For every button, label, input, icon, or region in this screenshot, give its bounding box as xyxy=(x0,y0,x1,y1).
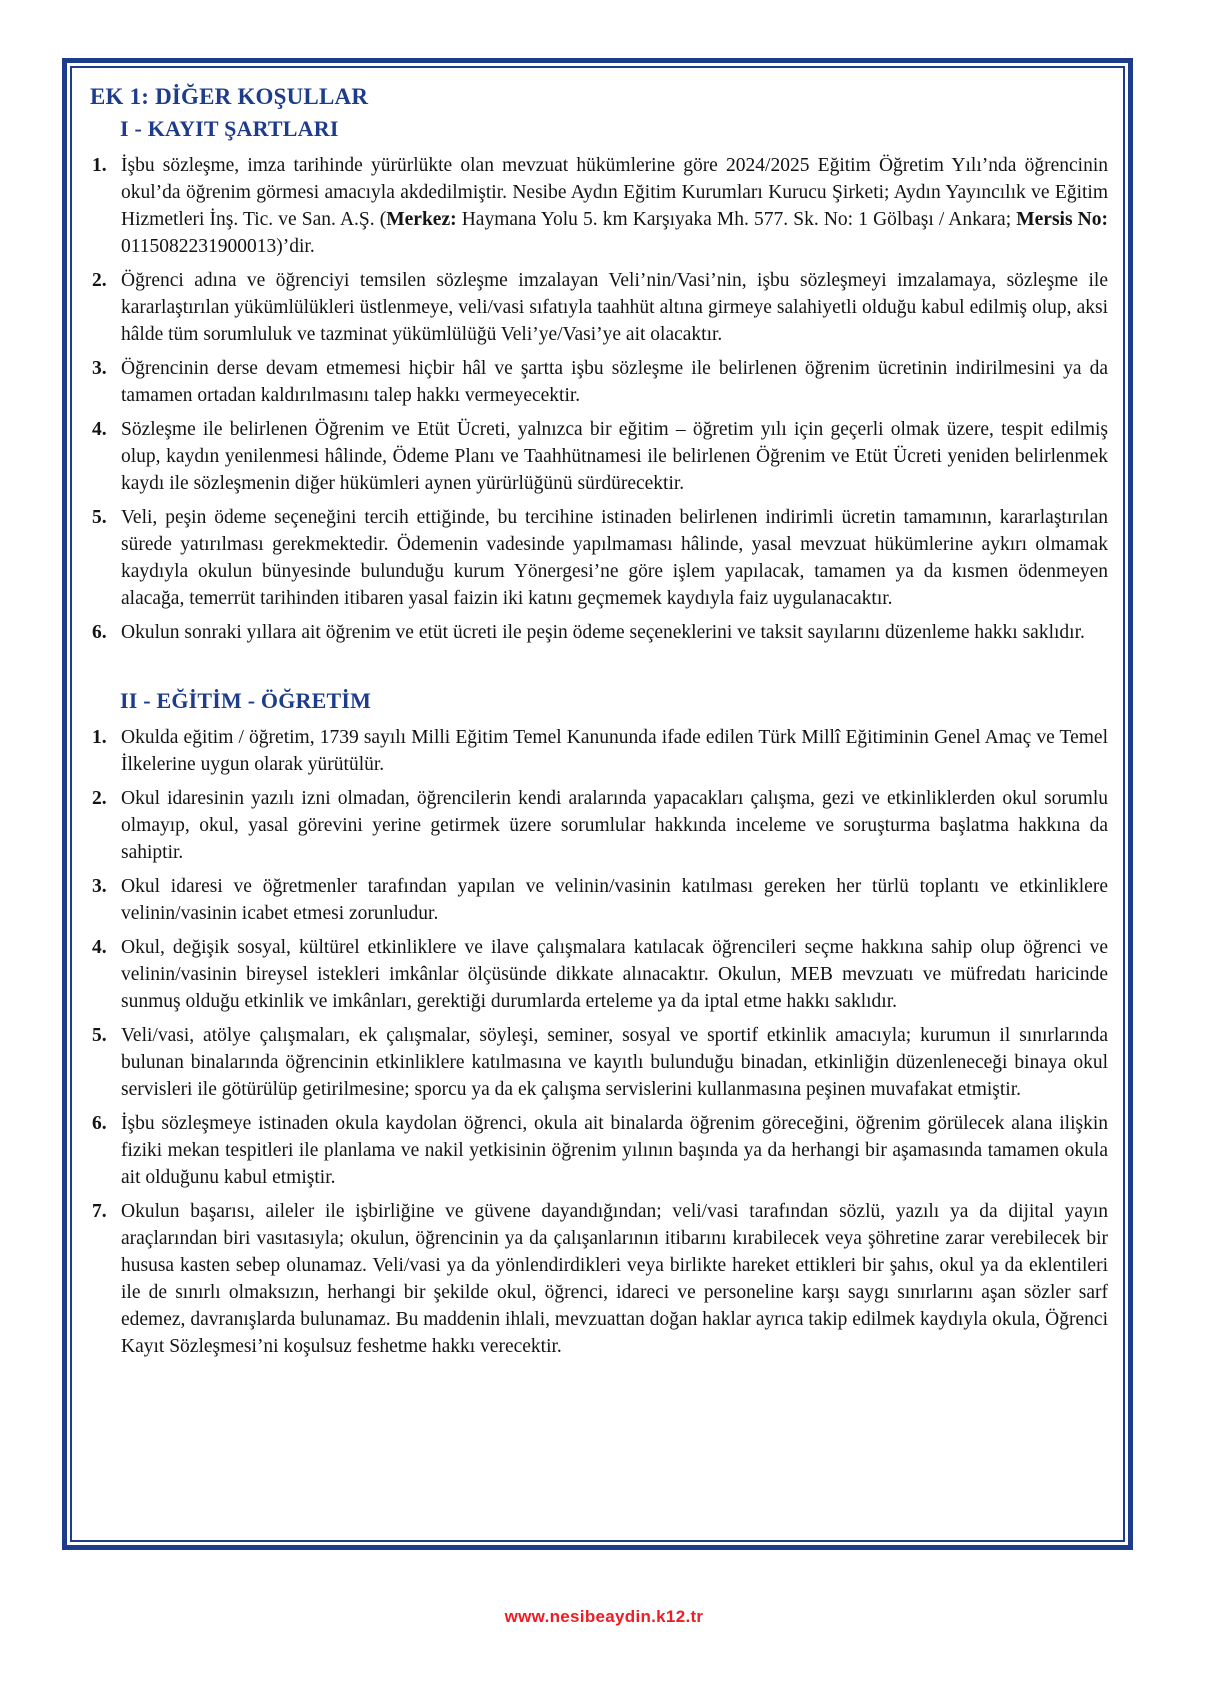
item-number: 2. xyxy=(92,788,107,809)
item-number: 2. xyxy=(92,270,107,291)
item-text: Okulun başarısı, aileler ile işbirliğine ve güvene dayandığından; veli/vasi tarafından sözlü, yazılı ya da dijital yayın araçlarından biri vasıtasıyla; okulun, öğrencinin ya da çalışanlarının itibarını kırabilecek veya şöhretine zarar verebilecek bir hususa kasten sebep olunamaz. Veli/vasi ya da yönlendirdikleri veya birlikte hareket ettikleri bir şahıs, okul ya da eklentileri ile de sınırlı olmaksızın, herhangi bir şekilde okul, öğrenci, idareci ve personeline karşı saygı sınırlarını aşan sözler sarf edemez, davranışlarda bulunamaz. Bu maddenin ihlali, mevzuattan doğan haklar ayrıca takip edilmek kaydıyla okula, Öğrenci Kayıt Sözleşmesi’ni koşulsuz feshetme hakkı verecektir. xyxy=(121,1201,1108,1357)
list-item xyxy=(90,1022,1108,1103)
item-text: İşbu sözleşmeye istinaden okula kaydolan öğrenci, okula ait binalarda öğrenim göreceğini, öğrenim görülecek alana ilişkin fiziki mekan tespitleri ile planlama ve nakil yetkisinin öğrenim yılının başında ya da herhangi bir aşamasında tamamen okula ait olduğunu kabul etmiştir. xyxy=(121,1113,1108,1188)
section-heading: II - EĞİTİM - ÖĞRETİM xyxy=(120,688,372,713)
item-number: 6. xyxy=(92,1113,107,1134)
list-item xyxy=(90,1198,1108,1360)
item-list xyxy=(90,152,1108,646)
item-text: Veli/vasi, atölye çalışmaları, ek çalışmalar, söyleşi, seminer, sosyal ve sportif etkinlik amacıyla; kurumun il sınırlarında bulunan binalarında öğrencinin etkinliklere katılmasına ve kayıtlı bulunduğu binadan, etkinliğin düzenleneceği binaya okul servisleri ile götürülüp getirilmesine; sporcu ya da ek çalışma servislerini kullanmasına peşinen muvafakat etmiştir. xyxy=(121,1025,1108,1100)
list-item xyxy=(90,267,1108,348)
item-number: 6. xyxy=(92,622,107,643)
list-item xyxy=(90,152,1108,260)
document-frame xyxy=(62,58,1133,1550)
item-number: 3. xyxy=(92,876,107,897)
item-text: Sözleşme ile belirlenen Öğrenim ve Etüt Ücreti, yalnızca bir eğitim – öğretim yılı için geçerli olmak üzere, tespit edilmiş olup, kaydın yenilenmesi hâlinde, Ödeme Planı ve Taahhütnamesi ile belirlenen Öğrenim ve Etüt Ücreti yeniden belirlenmek kaydı ile sözleşmenin diğer hükümleri aynen yürürlüğünü sürdürecektir. xyxy=(121,419,1108,494)
item-number: 4. xyxy=(92,937,107,958)
list-item xyxy=(90,619,1108,646)
item-text: Öğrencinin derse devam etmemesi hiçbir hâl ve şartta işbu sözleşme ile belirlenen öğrenim ücretinin indirilmesini ya da tamamen ortadan kaldırılmasını talep hakkı vermeyecektir. xyxy=(121,358,1108,406)
item-number: 7. xyxy=(92,1201,107,1222)
item-text: Okulda eğitim / öğretim, 1739 sayılı Milli Eğitim Temel Kanununda ifade edilen Türk Millî Eğitiminin Genel Amaç ve Temel İlkelerine uygun olarak yürütülür. xyxy=(121,727,1108,775)
item-text: Öğrenci adına ve öğrenciyi temsilen sözleşme imzalayan Veli’nin/Vasi’nin, işbu sözleşmeyi imzalamaya, sözleşme ile kararlaştırılan yükümlülükleri üstlenmeye, veli/vasi sıfatıyla taahhüt altına girmeye salahiyetli olduğu kabul edilmiş olup, aksi hâlde tüm sorumluluk ve tazminat yükümlülüğü Veli’ye/Vasi’ye ait olacaktır. xyxy=(121,270,1108,345)
item-text: İşbu sözleşme, imza tarihinde yürürlükte olan mevzuat hükümlerine göre 2024/2025 Eğitim Öğretim Yılı’nda öğrencinin okul’da öğrenim görmesi amacıyla akdedilmiştir. Nesibe Aydın Eğitim Kurumları Kurucu Şirketi; Aydın Yayıncılık ve Eğitim Hizmetleri İnş. Tic. ve San. A.Ş. (Merkez: Haymana Yolu 5. km Karşıyaka Mh. 577. Sk. No: 1 Gölbaşı / Ankara; Mersis No: 0115082231900013)’dir. xyxy=(121,155,1108,257)
list-item xyxy=(90,416,1108,497)
footer-url: www.nesibeaydin.k12.tr xyxy=(504,1607,704,1626)
document-frame-inner xyxy=(70,66,1125,1542)
page-title: EK 1: DİĞER KOŞULLAR xyxy=(90,84,369,109)
item-number: 3. xyxy=(92,358,107,379)
item-text: Okulun sonraki yıllara ait öğrenim ve etüt ücreti ile peşin ödeme seçeneklerini ve taksit sayılarını düzenleme hakkı saklıdır. xyxy=(121,622,1085,643)
item-number: 5. xyxy=(92,1025,107,1046)
item-list xyxy=(90,724,1108,1360)
item-number: 1. xyxy=(92,155,107,176)
sections-container xyxy=(90,116,1108,1360)
item-number: 4. xyxy=(92,419,107,440)
list-item xyxy=(90,355,1108,409)
item-text: Okul, değişik sosyal, kültürel etkinliklere ve ilave çalışmalara katılacak öğrencileri seçme hakkına sahip olup öğrenci ve velinin/vasinin bireysel istekleri imkânlar ölçüsünde dikkate alınacaktır. Okulun, MEB mevzuatı ve müfredatı haricinde sunmuş olduğu etkinlik ve imkânları, gerektiği durumlarda erteleme ya da iptal etme hakkı saklıdır. xyxy=(121,937,1108,1012)
section-heading: I - KAYIT ŞARTLARI xyxy=(120,116,339,141)
list-item xyxy=(90,724,1108,778)
list-item xyxy=(90,1110,1108,1191)
item-text: Okul idaresi ve öğretmenler tarafından yapılan ve velinin/vasinin katılması gereken her türlü toplantı ve etkinliklere velinin/vasinin icabet etmesi zorunludur. xyxy=(121,876,1108,924)
item-text: Okul idaresinin yazılı izni olmadan, öğrencilerin kendi aralarında yapacakları çalışma, gezi ve etkinliklerden okul sorumlu olmayıp, okul, yasal görevini yerine getirmek üzere sorumlular hakkında inceleme ve soruşturma başlatma hakkına da sahiptir. xyxy=(121,788,1108,863)
list-item xyxy=(90,785,1108,866)
list-item xyxy=(90,504,1108,612)
list-item xyxy=(90,873,1108,927)
list-item xyxy=(90,934,1108,1015)
item-number: 5. xyxy=(92,507,107,528)
item-number: 1. xyxy=(92,727,107,748)
item-text: Veli, peşin ödeme seçeneğini tercih ettiğinde, bu tercihine istinaden belirlenen indirimli ücretin tamamının, kararlaştırılan sürede yatırılması gerekmektedir. Ödemenin vadesinde yapılmaması hâlinde, yasal mevzuat hükümlerine aykırı olmamak kaydıyla okulun bünyesinde bulunduğu kurum Yönergesi’ne göre işlem yapılacak, tamamen ya da kısmen ödenmeyen alacağa, temerrüt tarihinden itibaren yasal faizin iki katını geçmemek kaydıyla faiz uygulanacaktır. xyxy=(121,507,1108,609)
